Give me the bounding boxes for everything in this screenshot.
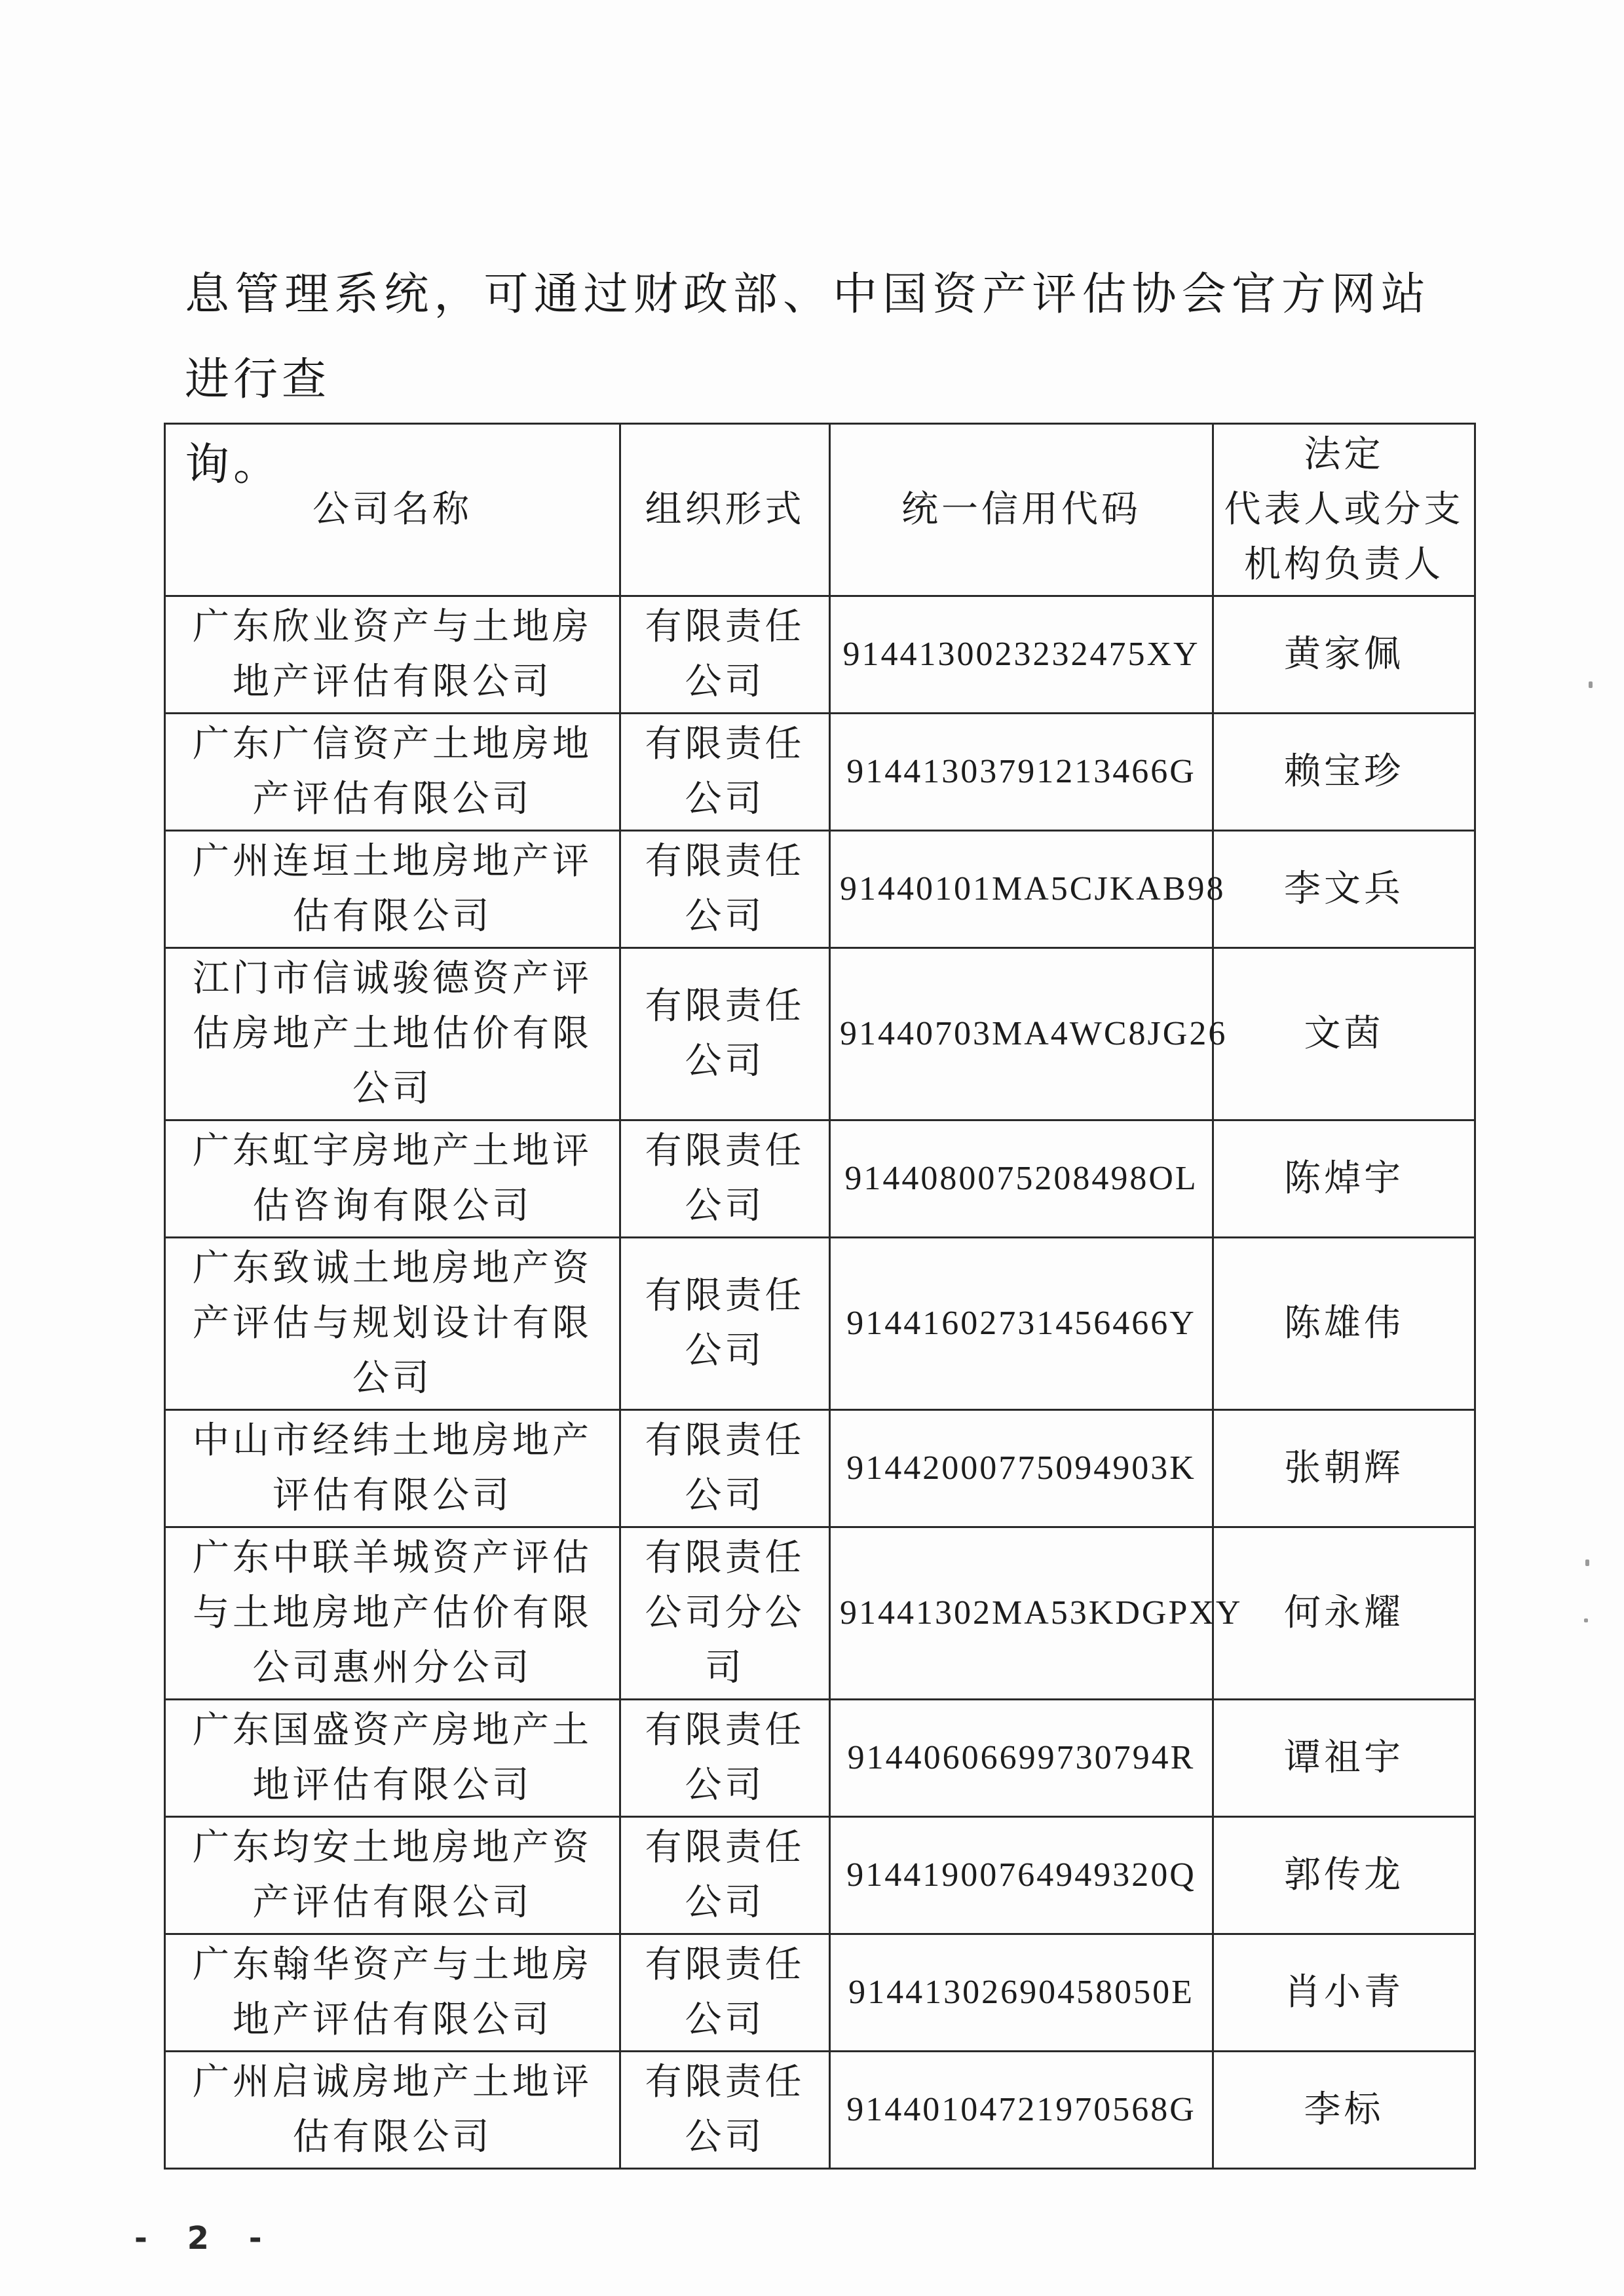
organization-form: 有限责任公司 — [620, 1120, 830, 1238]
legal-representative: 陈焯宇 — [1213, 1120, 1475, 1238]
intro-line-2: 询。 — [185, 439, 282, 491]
header-credit-code: 统一信用代码 — [830, 424, 1213, 596]
header-rep-line-1: 法定 — [1304, 433, 1384, 476]
organization-form: 有限责任公司 — [620, 1817, 830, 1934]
table-row — [165, 2052, 1475, 2169]
credit-code: 91441900764949320Q — [830, 1817, 1213, 1934]
company-name: 广东广信资产土地房地产评估有限公司 — [165, 714, 620, 831]
credit-code: 91441602731456466Y — [830, 1238, 1213, 1410]
table-row — [165, 1527, 1475, 1700]
company-name: 广东国盛资产房地产土地评估有限公司 — [165, 1700, 620, 1817]
company-name: 广东虹宇房地产土地评估咨询有限公司 — [165, 1120, 620, 1238]
organization-form: 有限责任公司 — [620, 1238, 830, 1410]
table-header-row — [165, 424, 1475, 596]
legal-representative: 黄家佩 — [1213, 596, 1475, 714]
scan-artifact — [1585, 1559, 1589, 1566]
table-row — [165, 1700, 1475, 1817]
header-company-name: 公司名称 — [165, 424, 620, 596]
organization-form: 有限责任公司 — [620, 1934, 830, 2052]
company-name: 广东致诚土地房地产资产评估与规划设计有限公司 — [165, 1238, 620, 1410]
company-name: 中山市经纬土地房地产评估有限公司 — [165, 1410, 620, 1527]
organization-form: 有限责任公司 — [620, 1700, 830, 1817]
scan-artifact — [1589, 681, 1593, 688]
table-row — [165, 1410, 1475, 1527]
header-rep-line-2: 代表人或分支 — [1224, 488, 1464, 531]
table-row — [165, 831, 1475, 948]
table-row — [165, 1238, 1475, 1410]
table-row — [165, 1817, 1475, 1934]
legal-representative: 文茵 — [1213, 948, 1475, 1120]
scan-artifact — [1584, 1618, 1588, 1622]
legal-representative: 郭传龙 — [1213, 1817, 1475, 1934]
legal-representative: 肖小青 — [1213, 1934, 1475, 2052]
page-number: - 2 - — [134, 2220, 276, 2257]
legal-representative: 谭祖宇 — [1213, 1700, 1475, 1817]
company-name: 广东均安土地房地产资产评估有限公司 — [165, 1817, 620, 1934]
table-row — [165, 1120, 1475, 1238]
organization-form: 有限责任公司 — [620, 596, 830, 714]
header-rep-line-3: 机构负责人 — [1244, 543, 1444, 586]
credit-code: 91442000775094903K — [830, 1410, 1213, 1527]
company-name: 广州连垣土地房地产评估有限公司 — [165, 831, 620, 948]
credit-code: 91441303791213466G — [830, 714, 1213, 831]
credit-code: 91441302MA53KDGPXY — [830, 1527, 1213, 1700]
credit-code: 91440703MA4WC8JG26 — [830, 948, 1213, 1120]
organization-form: 有限责任公司 — [620, 948, 830, 1120]
organization-form: 有限责任公司 — [620, 714, 830, 831]
legal-representative: 李标 — [1213, 2052, 1475, 2169]
legal-representative: 李文兵 — [1213, 831, 1475, 948]
organization-form: 有限责任公司 — [620, 1410, 830, 1527]
credit-code: 91440606699730794R — [830, 1700, 1213, 1817]
credit-code: 91441302690458050E — [830, 1934, 1213, 2052]
credit-code: 91440101MA5CJKAB98 — [830, 831, 1213, 948]
company-name: 广东中联羊城资产评估与土地房地产估价有限公司惠州分公司 — [165, 1527, 620, 1700]
table-row — [165, 596, 1475, 714]
table-row — [165, 1934, 1475, 2052]
legal-representative: 赖宝珍 — [1213, 714, 1475, 831]
company-name: 广东欣业资产与土地房地产评估有限公司 — [165, 596, 620, 714]
table-row — [165, 948, 1475, 1120]
organization-form: 有限责任公司 — [620, 2052, 830, 2169]
company-name: 江门市信诚骏德资产评估房地产土地估价有限公司 — [165, 948, 620, 1120]
organization-form: 有限责任公司 — [620, 831, 830, 948]
company-name: 广东翰华资产与土地房地产评估有限公司 — [165, 1934, 620, 2052]
table-row — [165, 714, 1475, 831]
intro-line-1: 息管理系统，可通过财政部、中国资产评估协会官方网站进行查 — [185, 269, 1429, 406]
legal-representative: 陈雄伟 — [1213, 1238, 1475, 1410]
credit-code: 91440104721970568G — [830, 2052, 1213, 2169]
legal-representative: 张朝辉 — [1213, 1410, 1475, 1527]
company-name: 广州启诚房地产土地评估有限公司 — [165, 2052, 620, 2169]
organization-form: 有限责任公司分公司 — [620, 1527, 830, 1700]
credit-code: 9144130023232475XY — [830, 596, 1213, 714]
header-legal-representative — [1213, 424, 1475, 596]
legal-representative: 何永耀 — [1213, 1527, 1475, 1700]
header-organization-form: 组织形式 — [620, 424, 830, 596]
credit-code: 9144080075208498OL — [830, 1120, 1213, 1238]
appraisal-firm-table — [164, 423, 1476, 2170]
